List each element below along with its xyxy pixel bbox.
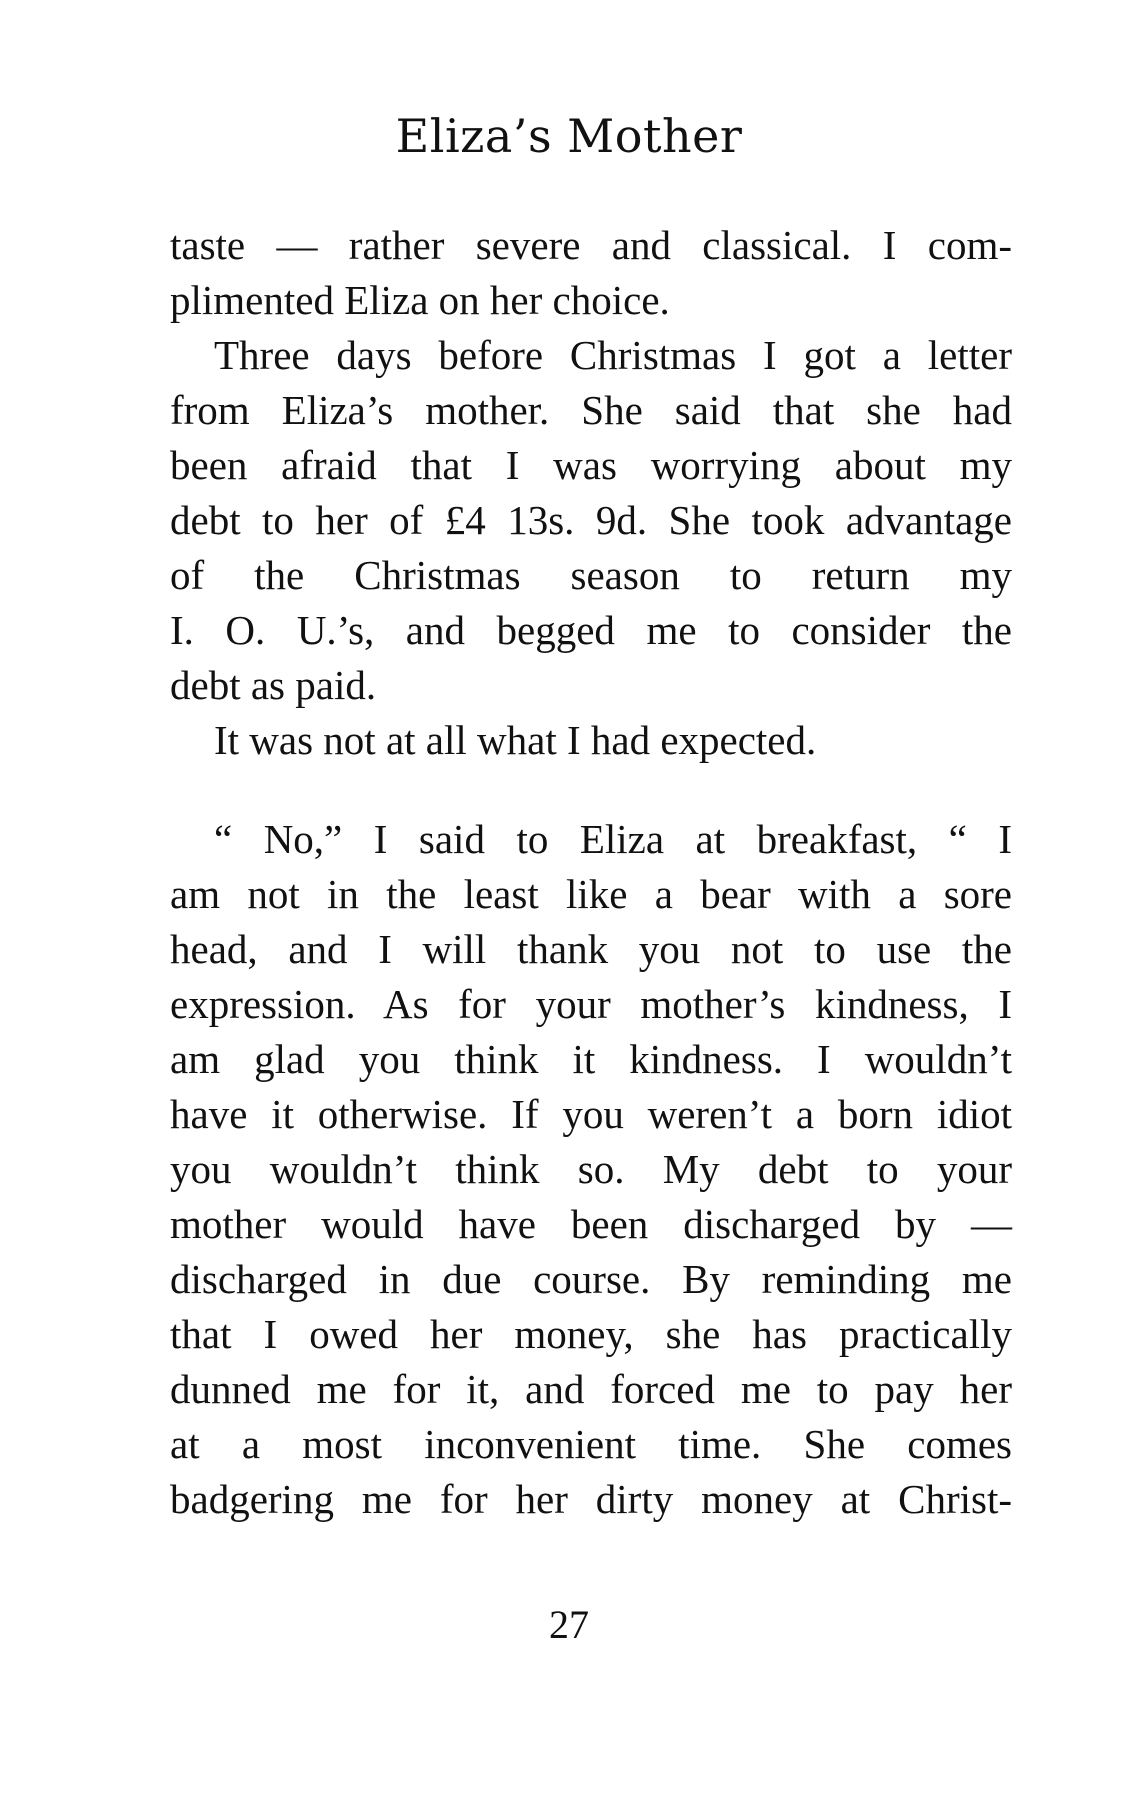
text-line: been afraid that I was worrying about my: [170, 442, 1012, 488]
text-line: am not in the least like a bear with a sore: [170, 871, 1012, 917]
section-break: [170, 768, 1012, 812]
body-text: [170, 218, 1012, 1527]
running-head-title: Eliza’s Mother: [395, 109, 743, 163]
text-line: at a most inconvenient time. She comes: [170, 1421, 1012, 1467]
text-line: expression. As for your mother’s kindness, I: [170, 981, 1012, 1027]
text-line: am glad you think it kindness. I wouldn’t: [170, 1036, 1012, 1082]
page-number: 27: [549, 1602, 589, 1647]
text-line: “ No,” I said to Eliza at breakfast, “ I: [214, 816, 1012, 862]
text-line: that I owed her money, she has practically: [170, 1311, 1012, 1357]
text-line: I. O. U.’s, and begged me to consider the: [170, 607, 1012, 653]
text-line: badgering me for her dirty money at Christ-: [170, 1476, 1012, 1522]
text-line: you wouldn’t think so. My debt to your: [170, 1146, 1012, 1192]
text-line: discharged in due course. By reminding me: [170, 1256, 1012, 1302]
text-line: debt to her of £4 13s. 9d. She took advantage: [170, 497, 1012, 543]
text-line: plimented Eliza on her choice.: [170, 277, 670, 323]
text-line: debt as paid.: [170, 662, 377, 708]
text-line: head, and I will thank you not to use the: [170, 926, 1012, 972]
text-line: Three days before Christmas I got a letter: [214, 332, 1012, 378]
text-line: from Eliza’s mother. She said that she had: [170, 387, 1012, 433]
text-line: have it otherwise. If you weren’t a born idiot: [170, 1091, 1012, 1137]
text-line: dunned me for it, and forced me to pay her: [170, 1366, 1012, 1412]
text-line: It was not at all what I had expected.: [214, 717, 817, 763]
text-line: mother would have been discharged by —: [170, 1201, 1012, 1247]
text-line: of the Christmas season to return my: [170, 552, 1012, 598]
text-line: taste — rather severe and classical. I com-: [170, 222, 1012, 268]
